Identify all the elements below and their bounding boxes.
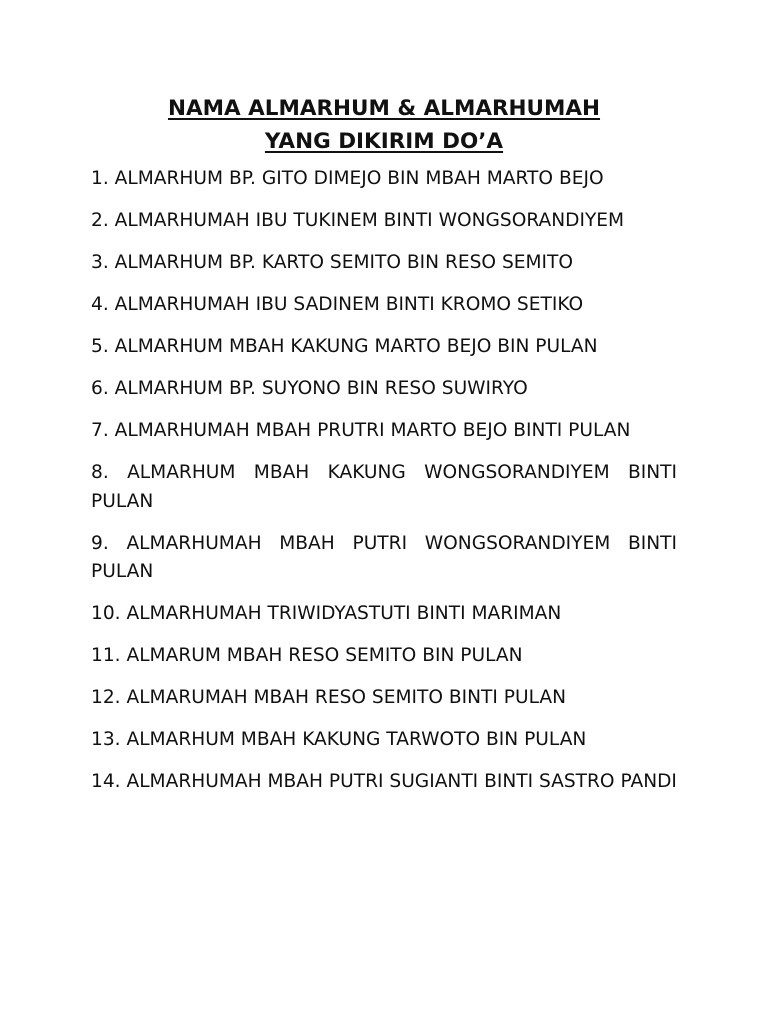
list-item: 12. ALMARUMAH MBAH RESO SEMITO BINTI PULAN [91, 687, 567, 708]
list-item: 7. ALMARHUMAH MBAH PRUTRI MARTO BEJO BINTI PULAN [91, 420, 631, 441]
document-title [91, 92, 677, 158]
list-item: 11. ALMARUM MBAH RESO SEMITO BIN PULAN [91, 645, 523, 666]
list-item: 4. ALMARHUMAH IBU SADINEM BINTI KROMO SETIKO [91, 294, 584, 315]
list-item: 9. ALMARHUMAH MBAH PUTRI WONGSORANDIYEM BINTI PULAN [91, 532, 677, 582]
title-line-1: NAMA ALMARHUM & ALMARHUMAH [167, 96, 601, 121]
name-list [91, 165, 677, 797]
list-item: 6. ALMARHUM BP. SUYONO BIN RESO SUWIRYO [91, 378, 528, 399]
list-item: 14. ALMARHUMAH MBAH PUTRI SUGIANTI BINTI SASTRO PANDI [91, 771, 677, 792]
list-item: 10. ALMARHUMAH TRIWIDYASTUTI BINTI MARIMAN [91, 603, 562, 624]
list-item: 3. ALMARHUM BP. KARTO SEMITO BIN RESO SEMITO [91, 252, 574, 273]
list-item: 2. ALMARHUMAH IBU TUKINEM BINTI WONGSORANDIYEM [91, 210, 625, 231]
list-item: 5. ALMARHUM MBAH KAKUNG MARTO BEJO BIN PULAN [91, 336, 598, 357]
document-page [91, 92, 677, 810]
list-item: 1. ALMARHUM BP. GITO DIMEJO BIN MBAH MARTO BEJO [91, 168, 604, 189]
list-item: 13. ALMARHUM MBAH KAKUNG TARWOTO BIN PULAN [91, 729, 587, 750]
list-item: 8. ALMARHUM MBAH KAKUNG WONGSORANDIYEM BINTI PULAN [91, 462, 677, 512]
title-line-2: YANG DIKIRIM DO’A [264, 129, 504, 154]
